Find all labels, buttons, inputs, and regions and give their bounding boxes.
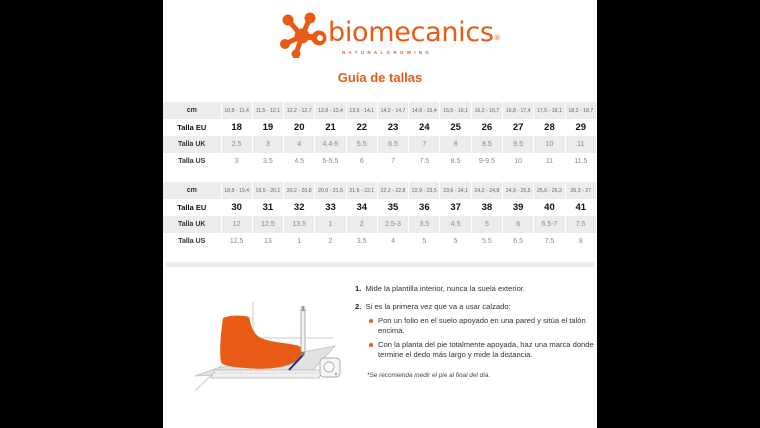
cell-cm: 13,5 - 14,1 — [346, 102, 377, 119]
cell-us: 8 — [565, 233, 596, 250]
cell-us: 5 — [440, 233, 471, 250]
cell-us: 3.5 — [346, 233, 377, 250]
cell-us: 4.5 — [284, 153, 315, 170]
table-row-us — [163, 233, 597, 250]
bullet-text: Con la planta del pie totalmente apoyada, haz una marca donde termine el dedo más largo y mide la distancia. — [378, 340, 594, 359]
table-row-uk — [163, 136, 597, 153]
cell-eu: 31 — [252, 199, 283, 216]
cell-us: 7.5 — [409, 153, 440, 170]
cell-us: 10 — [503, 153, 534, 170]
bullet-item — [369, 340, 595, 360]
brand-name: biomecanics® — [328, 17, 501, 48]
cell-eu: 40 — [534, 199, 565, 216]
cell-uk: 4 — [284, 136, 315, 153]
cell-us: 5.5 — [471, 233, 502, 250]
cell-eu: 33 — [315, 199, 346, 216]
cell-us: 7.5 — [534, 233, 565, 250]
cell-eu: 38 — [471, 199, 502, 216]
cell-us: 6 — [346, 153, 377, 170]
cell-eu: 34 — [346, 199, 377, 216]
table-row-us — [163, 153, 597, 170]
cell-us: 8.5 — [440, 153, 471, 170]
cell-us: 4 — [377, 233, 408, 250]
cell-uk: 6.5 — [377, 136, 408, 153]
cell-us: 6.5 — [503, 233, 534, 250]
cell-eu: 26 — [471, 119, 502, 136]
size-table-1 — [163, 102, 597, 170]
cell-cm: 22,9 - 23,5 — [409, 182, 440, 199]
cell-uk: 2 — [346, 216, 377, 233]
cell-cm: 25,6 - 26,2 — [534, 182, 565, 199]
cell-uk: 11 — [565, 136, 596, 153]
cell-cm: 15,5 - 16,1 — [440, 102, 471, 119]
size-guide-page — [163, 0, 597, 428]
cell-uk: 5 — [471, 216, 502, 233]
row-label-cm: cm — [163, 102, 221, 119]
cell-uk: 12 — [221, 216, 252, 233]
cell-cm: 12,8 - 13,4 — [315, 102, 346, 119]
cell-uk: 3 — [252, 136, 283, 153]
cell-cm: 21,6 - 22,1 — [346, 182, 377, 199]
cell-uk: 13.5 — [284, 216, 315, 233]
cell-us: 5 — [409, 233, 440, 250]
cell-eu: 20 — [284, 119, 315, 136]
row-label-uk: Talla UK — [163, 216, 221, 233]
step-number: 2. — [355, 302, 362, 311]
cell-uk: 6.5-7 — [534, 216, 565, 233]
cell-cm: 14,2 - 14,7 — [377, 102, 408, 119]
cell-us: 3.5 — [252, 153, 283, 170]
section-divider — [166, 262, 594, 267]
step-2-bullets — [369, 316, 595, 360]
cell-us: 1 — [284, 233, 315, 250]
cell-uk: 5.5 — [346, 136, 377, 153]
cell-uk: 2.5-3 — [377, 216, 408, 233]
cell-eu: 41 — [565, 199, 596, 216]
cell-eu: 21 — [315, 119, 346, 136]
table-row-eu — [163, 199, 597, 216]
cell-eu: 19 — [252, 119, 283, 136]
cell-cm: 14,8 - 15,4 — [409, 102, 440, 119]
cell-cm: 16,2 - 16,7 — [471, 102, 502, 119]
cell-uk: 1 — [315, 216, 346, 233]
row-label-eu: Talla EU — [163, 199, 221, 216]
logo-molecule-icon — [280, 12, 328, 58]
cell-cm: 19,5 - 20,1 — [252, 182, 283, 199]
cell-cm: 16,8 - 17,4 — [503, 102, 534, 119]
cell-eu: 30 — [221, 199, 252, 216]
cell-eu: 29 — [565, 119, 596, 136]
cell-cm: 18,8 - 19,4 — [221, 182, 252, 199]
cell-cm: 22,2 - 22,8 — [377, 182, 408, 199]
step-1 — [355, 284, 595, 294]
page-title: Guía de tallas — [337, 70, 423, 85]
step-number: 1. — [355, 284, 362, 293]
table-row-uk — [163, 216, 597, 233]
cell-cm: 12,2 - 12,7 — [284, 102, 315, 119]
table-row-cm — [163, 182, 597, 199]
step-2 — [355, 302, 595, 312]
cell-cm: 24,2 - 24,8 — [471, 182, 502, 199]
cell-eu: 28 — [534, 119, 565, 136]
cell-us: 3 — [221, 153, 252, 170]
cell-uk: 4.4-5 — [315, 136, 346, 153]
cell-cm: 20,2 - 20,8 — [284, 182, 315, 199]
cell-eu: 36 — [409, 199, 440, 216]
size-table-2 — [163, 182, 597, 250]
row-label-eu: Talla EU — [163, 119, 221, 136]
brand-logo — [280, 12, 501, 62]
cell-eu: 35 — [377, 199, 408, 216]
cell-us: 13 — [252, 233, 283, 250]
footnote: *Se recomienda medir el pie al final del día. — [367, 372, 491, 379]
cell-uk: 2.5 — [221, 136, 252, 153]
cell-cm: 17,5 - 18,1 — [534, 102, 565, 119]
cell-cm: 24,9 - 25,5 — [503, 182, 534, 199]
row-label-us: Talla US — [163, 233, 221, 250]
cell-eu: 39 — [503, 199, 534, 216]
bullet-text: Pon un folio en el suelo apoyado en una pared y sitúa el talón encima. — [378, 316, 586, 335]
cell-eu: 25 — [440, 119, 471, 136]
cell-us: 12.5 — [221, 233, 252, 250]
step-text: Si es la primera vez que va a usar calzado: — [365, 302, 511, 311]
bullet-item — [369, 316, 595, 336]
cell-us: 5-5.5 — [315, 153, 346, 170]
cell-eu: 18 — [221, 119, 252, 136]
cell-eu: 37 — [440, 199, 471, 216]
cell-cm: 20,9 - 21,5 — [315, 182, 346, 199]
table-row-cm — [163, 102, 597, 119]
cell-uk: 7 — [409, 136, 440, 153]
cell-eu: 32 — [284, 199, 315, 216]
brand-tagline: NATURALGROWING — [342, 50, 433, 55]
cell-cm: 11,5 - 12,1 — [252, 102, 283, 119]
cell-cm: 10,8 - 11,4 — [221, 102, 252, 119]
cell-cm: 23,6 - 24,1 — [440, 182, 471, 199]
cell-cm: 18,2 - 18,7 — [565, 102, 596, 119]
row-label-uk: Talla UK — [163, 136, 221, 153]
row-label-us: Talla US — [163, 153, 221, 170]
cell-uk: 8 — [440, 136, 471, 153]
bullet-dot-icon — [369, 319, 373, 323]
cell-uk: 12.5 — [252, 216, 283, 233]
cell-us: 2 — [315, 233, 346, 250]
cell-uk: 6 — [503, 216, 534, 233]
cell-us: 11.5 — [565, 153, 596, 170]
bullet-dot-icon — [369, 343, 373, 347]
cell-uk: 3.5 — [409, 216, 440, 233]
row-label-cm: cm — [163, 182, 221, 199]
instructions — [355, 284, 595, 379]
cell-us: 11 — [534, 153, 565, 170]
cell-us: 9-9.5 — [471, 153, 502, 170]
cell-uk: 9.5 — [503, 136, 534, 153]
cell-eu: 24 — [409, 119, 440, 136]
step-text: Mide la plantilla interior, nunca la suela exterior. — [365, 284, 526, 293]
cell-uk: 4.5 — [440, 216, 471, 233]
cell-eu: 27 — [503, 119, 534, 136]
cell-cm: 26,3 - 27 — [565, 182, 596, 199]
cell-uk: 8.5 — [471, 136, 502, 153]
cell-uk: 7.5 — [565, 216, 596, 233]
cell-eu: 22 — [346, 119, 377, 136]
cell-uk: 10 — [534, 136, 565, 153]
cell-eu: 23 — [377, 119, 408, 136]
cell-us: 7 — [377, 153, 408, 170]
table-row-eu — [163, 119, 597, 136]
foot-measuring-icon — [195, 296, 355, 391]
